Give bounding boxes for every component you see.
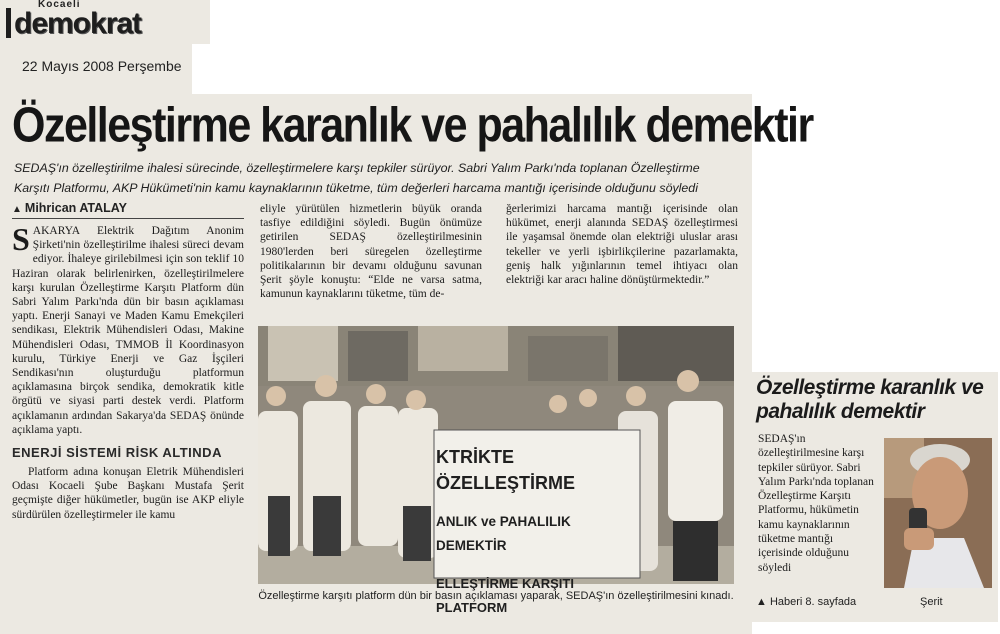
banner-line-3: ELLEŞTİRME KARŞITI PLATFORM	[436, 576, 574, 615]
byline	[12, 201, 127, 215]
sidebar-text: SEDAŞ'ın özelleştirilmesine karşı tepkiler sürüyor. Sabri Yalım Parkı'nda toplanan Özelleştirme Karşıtı Platformu, hükümetin kamu kaynaklarının tüketme mantığı içerisinde olduğunu söyledi	[758, 433, 874, 574]
page-reference	[756, 596, 856, 608]
drop-cap: S	[12, 221, 30, 257]
triangle-icon: ▲	[756, 596, 770, 608]
masthead-clipping	[0, 0, 210, 44]
photo-name-label: Şerit	[920, 596, 943, 608]
paragraph-1-text: AKARYA Elektrik Dağıtım Anonim Şirketi'nin özelleştirilme ihalesi süreci devam ediyor. İhaleye girilebilmesi için son teklif 10 Haziran olarak belirlenirken, özelleştirilmelere karşı kurulan Özelleştirme Karşıtı Platform dün Sabri Yalım Parkı'nda dün bir basın açıklaması yaptı. Enerji Sanayi ve Maden Kamu Emekçileri sendikası, Elektrik Mühendisleri Odası, Makine Mühendisleri Odası, TMMOB İl Koordinasyon kurulu, Türkiye Enerji ve Gaz İşçileri Sendikası'nın oluşturduğu platformun açıklamasına birçok sendika, demokratik kitle örgütü ve siyasi parti destek verdi. Platform açıklamanın ardından Sakarya'da SEDAŞ önünde açıklama yaptı.	[12, 225, 244, 436]
spot-line-1: SEDAŞ'ın özelleştirilme ihalesi sürecinde, özelleştirmelere karşı tepkiler sürüyor. Sabri Yalım Parkı'nda toplanan Özelleştirme	[14, 161, 700, 175]
paragraph-2: Platform adına konuşan Eletrik Mühendisleri Odası Kocaeli Şube Başkanı Mustafa Şerit geçmişte diğer hükümetler, bugün ise AKP eliyle sürdürülen özelleştirmeler ile kamu	[12, 466, 244, 521]
logo-text: demokrat	[14, 7, 142, 40]
article-headline: Özelleştirme karanlık ve pahalılık demektir	[12, 98, 813, 154]
byline-rule	[12, 218, 244, 219]
author-name: Mihrican ATALAY	[24, 201, 127, 215]
article-column-2: eliyle yürütülen hizmetlerin büyük oranda tasfiye edildiğini söyledi. Bugün önümüze getirilen SEDAŞ özelleştirilmesinin 1980'lerden beri süregelen özelleştirme politikalarının bir devamı olduğunu savunan Şerit şöyle konuştu: “Elde ne varsa satma, kamunun kaynaklarını tüketme, tüm de-	[260, 203, 482, 301]
page-reference-text: Haberi 8. sayfada	[769, 596, 857, 608]
sidebar-headline: Özelleştirme karanlık ve pahalılık demektir	[756, 376, 984, 423]
logo-small-text: Kocaeli	[38, 0, 81, 10]
spot-line-2: Karşıtı Platformu, AKP Hükümeti'nin kamu kaynaklarının tüketme, tüm değerleri harcama mantığı içerisinde olduğunu söyledi	[14, 181, 698, 195]
logo-bar	[6, 8, 11, 38]
triangle-icon: ▲	[12, 204, 22, 215]
article-spot	[14, 158, 744, 198]
banner-line-1: KTRİKTE ÖZELLEŞTİRME	[436, 447, 575, 493]
photo-caption: Özelleştirme karşıtı platform dün bir basın açıklaması yaparak, SEDAŞ'ın özelleştirilmesini kınadı.	[258, 590, 734, 602]
article-column-3: ğerlerimizi harcama mantığı içerisinde olan hükümet, enerji alanında SEDAŞ özelleştirmesi ile yaşamsal önemde olan elektriği uluslar arası tekeller ve yerli işbirlikçilerine pazarlamakta, geniş halk yığınlarının temel ihtiyacı olan elektriği kar aracı haline dönüştürmektedir.”	[506, 203, 738, 287]
publication-date: 22 Mayıs 2008 Perşembe	[22, 58, 182, 74]
speaker-photo-illustration	[884, 438, 992, 588]
article-column-1	[12, 221, 244, 522]
subheading: ENERJİ SİSTEMİ RİSK ALTINDA	[12, 445, 222, 461]
speaker-photo	[884, 438, 992, 588]
banner-line-2: ANLIK ve PAHALILIK DEMEKTİR	[436, 514, 571, 553]
paragraph-1	[12, 221, 244, 437]
